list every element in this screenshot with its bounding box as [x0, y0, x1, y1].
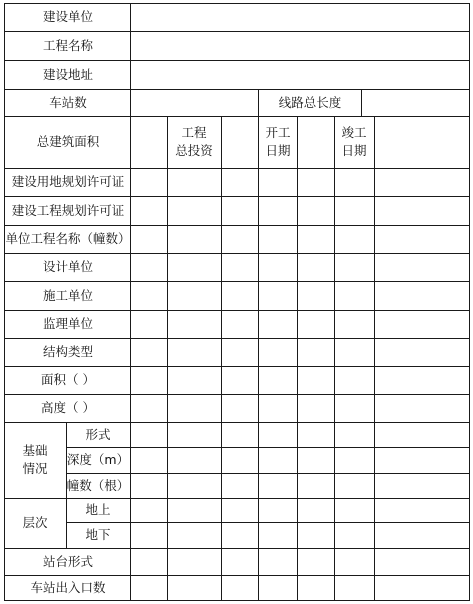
- completion-date-label: 竣工 日期: [341, 125, 367, 158]
- area-label: 面积（ ）: [41, 372, 95, 387]
- design-unit-label: 设计单位: [42, 259, 94, 274]
- total-investment-label: 工程 总投资: [175, 125, 213, 158]
- construction-unit-label: 建设单位: [42, 9, 94, 24]
- platform-form-label: 站台形式: [42, 554, 94, 569]
- foundation-label: 基础 情况: [22, 443, 48, 476]
- total-building-area-label: 总建筑面积: [36, 134, 100, 149]
- below-ground-label: 地下: [85, 527, 111, 542]
- supervision-unit-label: 监理单位: [42, 316, 94, 331]
- foundation-depth-label: 深度（m）: [66, 452, 130, 467]
- project-name-label: 工程名称: [42, 38, 94, 53]
- start-date-label: 开工 日期: [265, 125, 291, 158]
- foundation-count-label: 幢数（根）: [66, 478, 130, 493]
- builder-unit-label: 施工单位: [42, 288, 94, 303]
- station-count-label: 车站数: [49, 95, 87, 110]
- project-planning-permit-label: 建设工程规划许可证: [11, 203, 125, 218]
- height-label: 高度（ ）: [41, 400, 95, 415]
- land-use-permit-label: 建设用地规划许可证: [11, 174, 125, 189]
- above-ground-label: 地上: [85, 502, 111, 517]
- total-line-length-label: 线路总长度: [278, 95, 342, 110]
- foundation-form-label: 形式: [85, 427, 111, 442]
- unit-project-name-label: 单位工程名称（幢数）: [5, 231, 131, 246]
- construction-address-label: 建设地址: [42, 67, 94, 82]
- structure-type-label: 结构类型: [42, 344, 94, 359]
- floors-label: 层次: [22, 515, 48, 530]
- station-exit-count-label: 车站出入口数: [30, 580, 106, 595]
